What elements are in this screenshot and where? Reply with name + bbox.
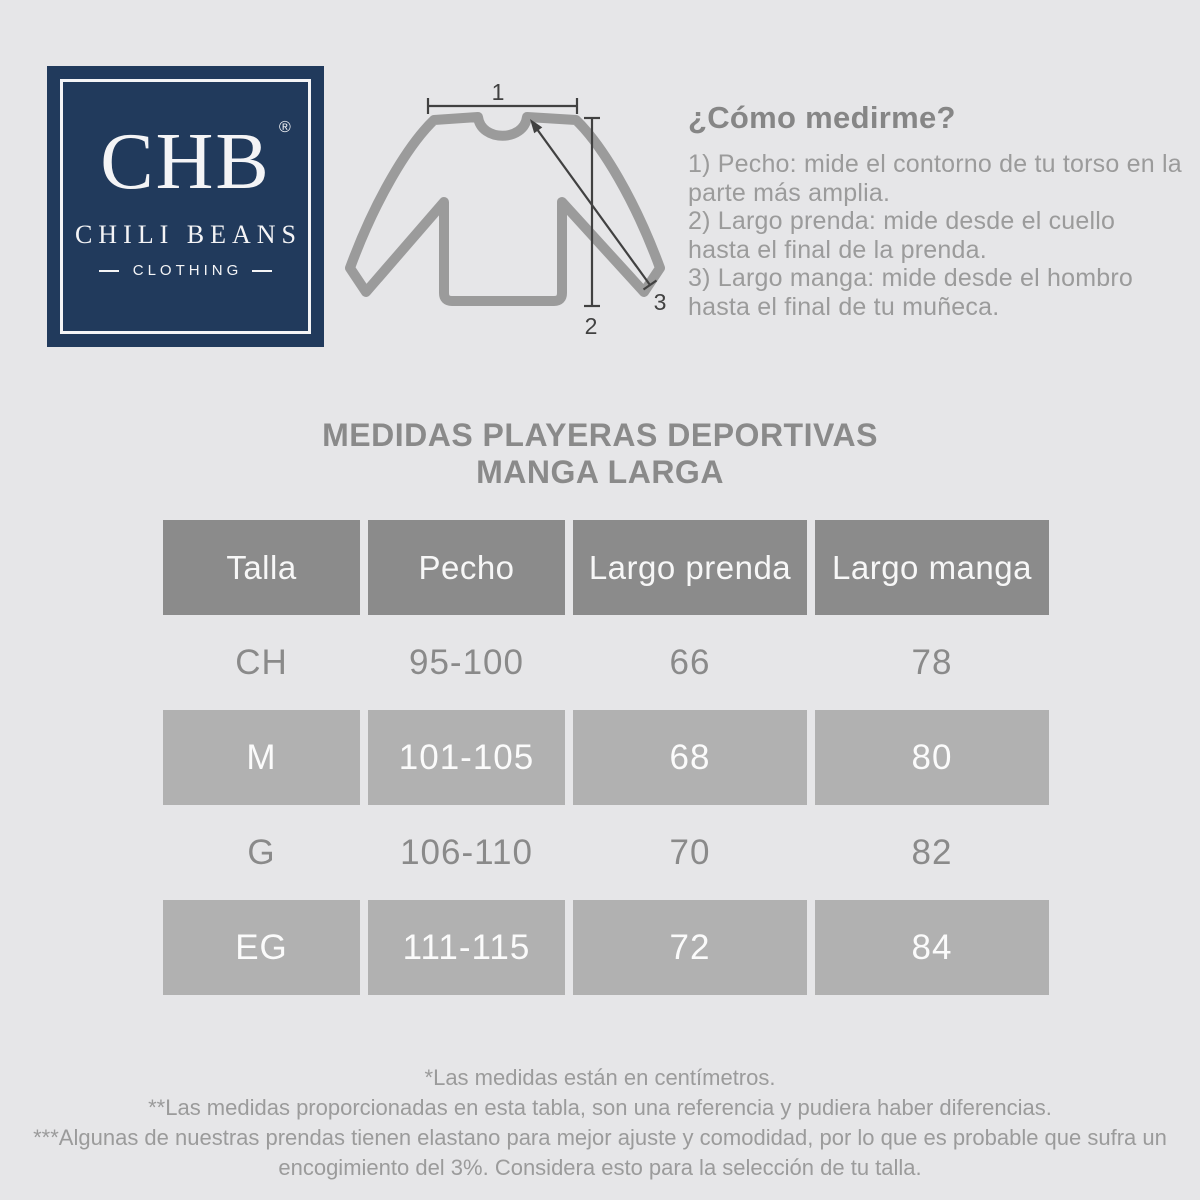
- cell-ch-largo-manga: 78: [911, 642, 953, 682]
- table-title: [0, 417, 1200, 491]
- cell-m-talla: M: [163, 710, 360, 805]
- column-header-largo-prenda: Largo prenda: [573, 520, 807, 615]
- cell-ch-talla: CH: [235, 642, 288, 682]
- garment-measure-diagram: [330, 70, 680, 342]
- cell-g-pecho: 106-110: [400, 832, 533, 872]
- brand-tagline-row: [99, 262, 273, 279]
- cell-ch-pecho: 95-100: [409, 642, 524, 682]
- cell-m-pecho: 101-105: [368, 710, 565, 805]
- cell-eg-pecho: 111-115: [368, 900, 565, 995]
- cell-eg-largo-prenda: 72: [573, 900, 807, 995]
- brand-logo: [47, 66, 324, 347]
- brand-name: [100, 118, 291, 206]
- footnote-1: *Las medidas están en centímetros.: [424, 1065, 776, 1090]
- registered-mark: ®: [278, 119, 291, 136]
- logo-frame: [60, 79, 311, 334]
- table-title-line2: MANGA LARGA: [476, 454, 724, 490]
- footnote-3: ***Algunas de nuestras prendas tienen elastano para mejor ajuste y comodidad, por lo que es probable que sufra un encogimiento del 3%. Considera esto para la selección de tu talla.: [33, 1125, 1167, 1180]
- sweater-outline-icon: [350, 117, 660, 301]
- measure-label-2: 2: [584, 313, 598, 339]
- dash-right: [252, 270, 272, 272]
- howto-title: ¿Cómo medirme?: [688, 100, 956, 135]
- howto-step-3: 3) Largo manga: mide desde el hombro hasta el final de tu muñeca.: [688, 264, 1133, 321]
- measure-label-3: 3: [653, 289, 667, 315]
- footnote-2: **Las medidas proporcionadas en esta tabla, son una referencia y pudiera haber diferencias.: [148, 1095, 1052, 1120]
- cell-g-largo-manga: 82: [911, 832, 953, 872]
- cell-m-largo-prenda: 68: [573, 710, 807, 805]
- howto-step-1: 1) Pecho: mide el contorno de tu torso en la parte más amplia.: [688, 150, 1182, 207]
- how-to-measure-section: [688, 100, 1182, 321]
- brand-subtitle: CHILI BEANS: [74, 220, 303, 249]
- cell-ch-largo-prenda: 66: [669, 642, 711, 682]
- howto-step-2: 2) Largo prenda: mide desde el cuello hasta el final de la prenda.: [688, 207, 1116, 264]
- column-header-talla: Talla: [163, 520, 360, 615]
- column-header-pecho: Pecho: [368, 520, 565, 615]
- cell-eg-talla: EG: [163, 900, 360, 995]
- cell-g-largo-prenda: 70: [669, 832, 711, 872]
- table-title-line1: MEDIDAS PLAYERAS DEPORTIVAS: [322, 417, 878, 453]
- cell-m-largo-manga: 80: [815, 710, 1049, 805]
- measure-chest-width: [428, 79, 577, 114]
- cell-eg-largo-manga: 84: [815, 900, 1049, 995]
- size-table: [163, 520, 1049, 995]
- footnotes: [10, 1063, 1190, 1183]
- dash-left: [99, 270, 119, 272]
- brand-tagline: CLOTHING: [132, 262, 243, 279]
- column-header-largo-manga: Largo manga: [815, 520, 1049, 615]
- cell-g-talla: G: [247, 832, 276, 872]
- measure-label-1: 1: [491, 79, 505, 105]
- brand-text: CHB: [100, 118, 271, 206]
